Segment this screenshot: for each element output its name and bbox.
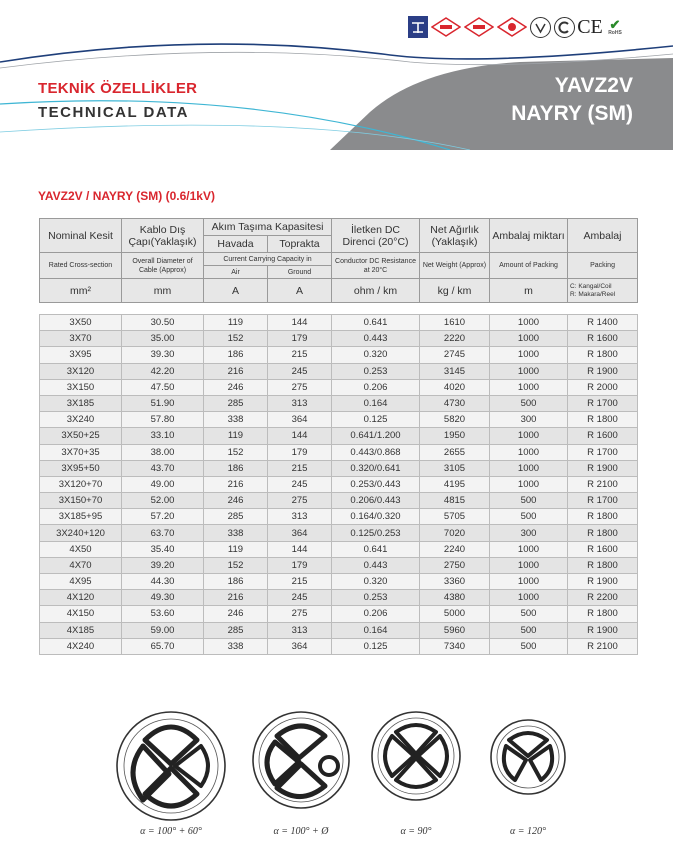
- cell-diameter: 47.50: [122, 379, 204, 395]
- cell-cross-section: 3X185+95: [40, 509, 122, 525]
- product-code: YAVZ2V: [554, 74, 633, 97]
- cell-resistance: 0.320/0.641: [332, 460, 420, 476]
- certification-badges: [408, 14, 625, 40]
- table-row: [40, 331, 638, 347]
- cell-packing-amount: 1000: [490, 541, 568, 557]
- table-row: [40, 638, 638, 654]
- cell-weight: 2240: [420, 541, 490, 557]
- cell-current-ground: 144: [268, 541, 332, 557]
- cell-diameter: 53.60: [122, 606, 204, 622]
- unit-weight: kg / km: [420, 279, 490, 303]
- diamond-mark-icon: [497, 16, 527, 38]
- specification-table-header: [39, 218, 638, 303]
- cell-packing-amount: 1000: [490, 574, 568, 590]
- cell-packing: R 1800: [568, 509, 638, 525]
- unit-packing: [568, 279, 638, 303]
- technical-title-turkish: TEKNİK ÖZELLİKLER: [38, 80, 198, 97]
- cell-resistance: 0.641: [332, 315, 420, 331]
- unit-packing-reel: R: Makara/Reel: [570, 290, 616, 298]
- cell-current-ground: 144: [268, 428, 332, 444]
- cell-packing-amount: 1000: [490, 363, 568, 379]
- diagram-caption: α = 120°: [510, 826, 546, 837]
- cell-weight: 5820: [420, 412, 490, 428]
- table-row: [40, 347, 638, 363]
- table-row: [40, 476, 638, 492]
- cell-cross-section: 4X240: [40, 638, 122, 654]
- cell-current-ground: 179: [268, 444, 332, 460]
- cell-current-ground: 275: [268, 493, 332, 509]
- cell-current-air: 338: [204, 638, 268, 654]
- unit-packing-amount: m: [490, 279, 568, 303]
- cell-cross-section: 3X240+120: [40, 525, 122, 541]
- cell-packing: R 1800: [568, 557, 638, 573]
- cell-resistance: 0.164: [332, 395, 420, 411]
- cable-section-3plus1-sector-diagram: [115, 710, 227, 822]
- header-air-tr: Havada: [204, 236, 268, 253]
- unit-ground: A: [268, 279, 332, 303]
- cell-diameter: 59.00: [122, 622, 204, 638]
- cell-cross-section: 4X120: [40, 590, 122, 606]
- table-row: [40, 525, 638, 541]
- cell-current-air: 285: [204, 622, 268, 638]
- table-row: [40, 395, 638, 411]
- cell-resistance: 0.125: [332, 638, 420, 654]
- technical-title-english: TECHNICAL DATA: [38, 104, 189, 121]
- cell-current-air: 216: [204, 590, 268, 606]
- cell-diameter: 57.80: [122, 412, 204, 428]
- cell-resistance: 0.320: [332, 347, 420, 363]
- cell-packing-amount: 1000: [490, 590, 568, 606]
- cell-current-ground: 245: [268, 363, 332, 379]
- cell-current-air: 152: [204, 331, 268, 347]
- cell-resistance: 0.320: [332, 574, 420, 590]
- cell-packing-amount: 1000: [490, 444, 568, 460]
- table-row: [40, 444, 638, 460]
- cell-packing: R 1800: [568, 606, 638, 622]
- cell-current-air: 216: [204, 363, 268, 379]
- cell-weight: 3145: [420, 363, 490, 379]
- circle-mark-icon: [530, 17, 551, 38]
- cell-packing: R 2100: [568, 638, 638, 654]
- cell-cross-section: 3X120+70: [40, 476, 122, 492]
- cell-packing: R 1700: [568, 395, 638, 411]
- unit-section: mm²: [40, 279, 122, 303]
- cell-current-air: 119: [204, 541, 268, 557]
- cell-packing: R 1900: [568, 574, 638, 590]
- cell-cross-section: 4X150: [40, 606, 122, 622]
- cell-current-ground: 215: [268, 574, 332, 590]
- cell-packing-amount: 500: [490, 622, 568, 638]
- cell-packing-amount: 300: [490, 412, 568, 428]
- ce-mark: CE: [577, 15, 603, 38]
- rohs-label: RoHS: [608, 30, 622, 36]
- cell-cross-section: 3X50: [40, 315, 122, 331]
- cell-current-ground: 275: [268, 606, 332, 622]
- cell-diameter: 39.30: [122, 347, 204, 363]
- cell-resistance: 0.641/1.200: [332, 428, 420, 444]
- specification-table-body: [39, 314, 638, 655]
- cell-packing: R 1900: [568, 622, 638, 638]
- cell-weight: 1950: [420, 428, 490, 444]
- table-row: [40, 509, 638, 525]
- header-diameter-tr: Kablo Dış Çapı(Yaklaşık): [122, 219, 204, 253]
- cell-current-ground: 313: [268, 395, 332, 411]
- cell-resistance: 0.443: [332, 557, 420, 573]
- header-packing-en: Packing: [568, 253, 638, 279]
- cell-diameter: 49.00: [122, 476, 204, 492]
- cell-diameter: 35.00: [122, 331, 204, 347]
- unit-air: A: [204, 279, 268, 303]
- header-packing-amount-tr: Ambalaj miktarı: [490, 219, 568, 253]
- cell-cross-section: 3X50+25: [40, 428, 122, 444]
- cell-diameter: 51.90: [122, 395, 204, 411]
- header-current-tr: Akım Taşıma Kapasitesi: [204, 219, 332, 236]
- cell-current-air: 246: [204, 379, 268, 395]
- cell-diameter: 30.50: [122, 315, 204, 331]
- cell-current-ground: 364: [268, 638, 332, 654]
- cell-current-ground: 313: [268, 509, 332, 525]
- cell-diameter: 39.20: [122, 557, 204, 573]
- cell-packing-amount: 500: [490, 509, 568, 525]
- cell-resistance: 0.443: [332, 331, 420, 347]
- cell-current-air: 246: [204, 493, 268, 509]
- unit-packing-coil: C: Kangal/Coil: [570, 282, 612, 290]
- table-row: [40, 606, 638, 622]
- cell-current-ground: 179: [268, 331, 332, 347]
- cell-weight: 5000: [420, 606, 490, 622]
- cell-cross-section: 3X240: [40, 412, 122, 428]
- diagram-caption: α = 100° + Ø: [273, 826, 329, 837]
- header-resistance-tr: İletken DC Direnci (20°C): [332, 219, 420, 253]
- cell-resistance: 0.164: [332, 622, 420, 638]
- header-packing-amount-en: Amount of Packing: [490, 253, 568, 279]
- table-row: [40, 541, 638, 557]
- cell-resistance: 0.206: [332, 606, 420, 622]
- cell-packing-amount: 1000: [490, 347, 568, 363]
- cell-packing-amount: 500: [490, 493, 568, 509]
- cell-current-air: 152: [204, 444, 268, 460]
- cell-weight: 3105: [420, 460, 490, 476]
- cell-current-air: 152: [204, 557, 268, 573]
- cell-packing-amount: 500: [490, 638, 568, 654]
- cell-diameter: 43.70: [122, 460, 204, 476]
- cell-diameter: 42.20: [122, 363, 204, 379]
- cell-packing-amount: 1000: [490, 476, 568, 492]
- diagram-caption: α = 90°: [400, 826, 432, 837]
- cell-current-air: 186: [204, 574, 268, 590]
- cell-packing: R 1600: [568, 541, 638, 557]
- cell-resistance: 0.125: [332, 412, 420, 428]
- cell-current-ground: 364: [268, 525, 332, 541]
- cell-packing: R 1800: [568, 412, 638, 428]
- cell-diameter: 65.70: [122, 638, 204, 654]
- rohs-check-icon: ✔ RoHS: [608, 17, 622, 36]
- header-packing-tr: Ambalaj: [568, 219, 638, 253]
- cell-weight: 5705: [420, 509, 490, 525]
- cell-weight: 4815: [420, 493, 490, 509]
- cell-resistance: 0.164/0.320: [332, 509, 420, 525]
- cell-diameter: 63.70: [122, 525, 204, 541]
- cell-current-ground: 245: [268, 476, 332, 492]
- cell-current-ground: 364: [268, 412, 332, 428]
- cable-section-3-sector-diagram: [489, 718, 567, 796]
- table-row: [40, 412, 638, 428]
- cell-weight: 7340: [420, 638, 490, 654]
- cell-resistance: 0.443/0.868: [332, 444, 420, 460]
- cell-current-ground: 179: [268, 557, 332, 573]
- cell-weight: 4380: [420, 590, 490, 606]
- cell-current-air: 246: [204, 606, 268, 622]
- diagram-caption: α = 100° + 60°: [140, 826, 202, 837]
- cell-packing-amount: 300: [490, 525, 568, 541]
- table-row: [40, 315, 638, 331]
- cell-resistance: 0.253: [332, 363, 420, 379]
- header-ground-tr: Toprakta: [268, 236, 332, 253]
- cell-weight: 1610: [420, 315, 490, 331]
- cell-packing-amount: 1000: [490, 460, 568, 476]
- cell-packing: R 2200: [568, 590, 638, 606]
- cell-weight: 4730: [420, 395, 490, 411]
- cell-current-air: 119: [204, 428, 268, 444]
- cell-cross-section: 4X95: [40, 574, 122, 590]
- cell-packing: R 2000: [568, 379, 638, 395]
- cell-current-ground: 144: [268, 315, 332, 331]
- cell-packing: R 1400: [568, 315, 638, 331]
- cell-cross-section: 3X70+35: [40, 444, 122, 460]
- cell-diameter: 52.00: [122, 493, 204, 509]
- table-row: [40, 363, 638, 379]
- cell-packing: R 1800: [568, 525, 638, 541]
- cell-resistance: 0.206/0.443: [332, 493, 420, 509]
- header-weight-tr: Net Ağırlık (Yaklaşık): [420, 219, 490, 253]
- cell-packing: R 1800: [568, 347, 638, 363]
- table-row: [40, 574, 638, 590]
- cell-diameter: 49.30: [122, 590, 204, 606]
- cable-section-3plus1-round-diagram: [251, 710, 351, 810]
- header-current-en: Current Carrying Capacity in: [204, 253, 332, 266]
- table-row: [40, 590, 638, 606]
- cable-section-4-sector-diagram: [370, 710, 462, 802]
- cell-packing-amount: 500: [490, 395, 568, 411]
- cell-packing: R 1700: [568, 444, 638, 460]
- cell-diameter: 44.30: [122, 574, 204, 590]
- cell-current-ground: 313: [268, 622, 332, 638]
- cell-resistance: 0.125/0.253: [332, 525, 420, 541]
- cell-cross-section: 3X70: [40, 331, 122, 347]
- cell-weight: 2745: [420, 347, 490, 363]
- table-row: [40, 460, 638, 476]
- table-row: [40, 428, 638, 444]
- cell-current-air: 285: [204, 395, 268, 411]
- header-nominal-en: Rated Cross-section: [40, 253, 122, 279]
- cell-weight: 5960: [420, 622, 490, 638]
- cell-packing: R 1700: [568, 493, 638, 509]
- circle-mark-icon: [554, 17, 575, 38]
- table-row: [40, 493, 638, 509]
- unit-diameter: mm: [122, 279, 204, 303]
- cell-weight: 2220: [420, 331, 490, 347]
- cell-current-ground: 215: [268, 460, 332, 476]
- table-row: [40, 622, 638, 638]
- header-air-en: Air: [204, 266, 268, 279]
- header-nominal-tr: Nominal Kesit: [40, 219, 122, 253]
- cell-weight: 7020: [420, 525, 490, 541]
- cell-weight: 3360: [420, 574, 490, 590]
- cell-current-air: 186: [204, 460, 268, 476]
- cell-current-air: 216: [204, 476, 268, 492]
- cell-current-air: 119: [204, 315, 268, 331]
- cell-current-ground: 215: [268, 347, 332, 363]
- cell-cross-section: 3X150: [40, 379, 122, 395]
- cell-weight: 2655: [420, 444, 490, 460]
- cell-packing-amount: 1000: [490, 557, 568, 573]
- table-row: [40, 379, 638, 395]
- cell-diameter: 35.40: [122, 541, 204, 557]
- cell-cross-section: 3X95: [40, 347, 122, 363]
- cell-current-ground: 245: [268, 590, 332, 606]
- cell-resistance: 0.253: [332, 590, 420, 606]
- cell-diameter: 57.20: [122, 509, 204, 525]
- cell-current-air: 186: [204, 347, 268, 363]
- cell-resistance: 0.253/0.443: [332, 476, 420, 492]
- table-row: [40, 557, 638, 573]
- cell-cross-section: 4X70: [40, 557, 122, 573]
- header-diameter-en: Overall Diameter of Cable (Approx): [122, 253, 204, 279]
- unit-resistance: ohm / km: [332, 279, 420, 303]
- diamond-mark-icon: [464, 16, 494, 38]
- section-title: YAVZ2V / NAYRY (SM) (0.6/1kV): [38, 189, 215, 203]
- diamond-mark-icon: [431, 16, 461, 38]
- cell-packing-amount: 1000: [490, 428, 568, 444]
- cell-cross-section: 3X120: [40, 363, 122, 379]
- cell-weight: 4020: [420, 379, 490, 395]
- header-weight-en: Net Weight (Approx): [420, 253, 490, 279]
- cell-weight: 4195: [420, 476, 490, 492]
- cell-packing: R 1600: [568, 428, 638, 444]
- cell-resistance: 0.206: [332, 379, 420, 395]
- cell-packing-amount: 1000: [490, 315, 568, 331]
- cell-cross-section: 3X95+50: [40, 460, 122, 476]
- cell-packing-amount: 1000: [490, 331, 568, 347]
- header-resistance-en: Conductor DC Resistance at 20°C: [332, 253, 420, 279]
- cell-current-air: 338: [204, 412, 268, 428]
- cell-packing: R 2100: [568, 476, 638, 492]
- cell-current-air: 285: [204, 509, 268, 525]
- cell-cross-section: 3X150+70: [40, 493, 122, 509]
- cell-diameter: 38.00: [122, 444, 204, 460]
- cell-diameter: 33.10: [122, 428, 204, 444]
- cell-packing: R 1900: [568, 363, 638, 379]
- cell-packing-amount: 1000: [490, 379, 568, 395]
- cell-cross-section: 4X185: [40, 622, 122, 638]
- cell-packing: R 1600: [568, 331, 638, 347]
- cell-weight: 2750: [420, 557, 490, 573]
- cell-cross-section: 4X50: [40, 541, 122, 557]
- header-ground-en: Ground: [268, 266, 332, 279]
- cell-current-air: 338: [204, 525, 268, 541]
- cell-packing: R 1900: [568, 460, 638, 476]
- tse-icon: [408, 16, 428, 38]
- cell-cross-section: 3X185: [40, 395, 122, 411]
- cell-resistance: 0.641: [332, 541, 420, 557]
- cell-packing-amount: 500: [490, 606, 568, 622]
- product-code-alt: NAYRY (SM): [511, 102, 633, 125]
- cell-current-ground: 275: [268, 379, 332, 395]
